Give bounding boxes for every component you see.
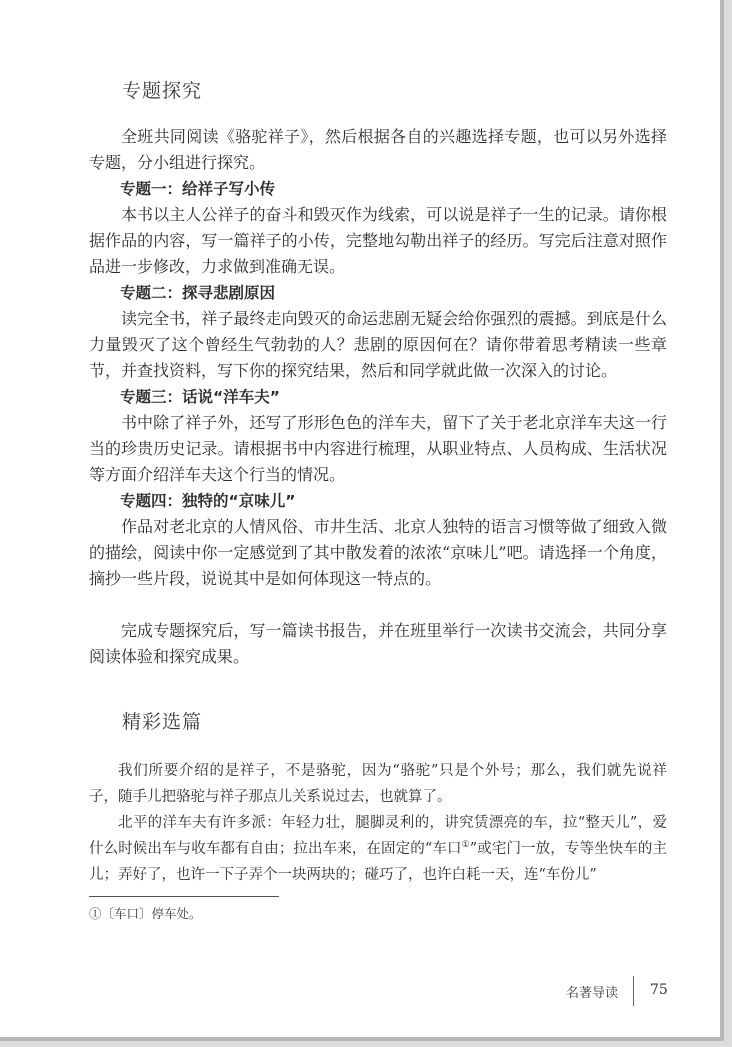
topic-text: 作品对老北京的人情风俗、市井生活、北京人独特的语言习惯等做了细致入微的描绘，阅读中你一定感觉到了其中散发着的浓浓“京味儿”吧。请选择一个角度，摘抄一些片段，说说其中是如何体现这一特点的。 — [89, 517, 667, 588]
topic-heading: 专题三：话说“洋车夫” — [120, 388, 280, 406]
excerpt-paragraph — [89, 810, 667, 888]
excerpt-text: 北平的洋车夫有许多派：年轻力壮，腿脚灵利的，讲究赁漂亮的车，拉“整天儿”，爱什么时候出车与收车都有自由；拉出车来，在固定的“车口 — [89, 815, 667, 857]
topic-text: 书中除了祥子外，还写了形形色色的洋车夫，留下了关于老北京洋车夫这一行当的珍贵历史记录。请根据书中内容进行梳理，从职业特点、人员构成、生活状况等方面介绍洋车夫这个行当的情况。 — [89, 413, 667, 484]
topics-body — [89, 124, 667, 670]
topic-heading: 专题一：给祥子写小传 — [120, 180, 276, 198]
topic-text: 本书以主人公祥子的奋斗和毁灭作为线索，可以说是祥子一生的记录。请你根据作品的内容，写一篇祥子的小传，完整地勾勒出祥子的经历。写完后注意对照作品进一步修改，力求做到准确无误。 — [89, 205, 667, 276]
excerpt-paragraph: 我们所要介绍的是祥子，不是骆驼，因为“骆驼”只是个外号；那么，我们就先说祥子，随手儿把骆驼与祥子那点儿关系说过去，也就算了。 — [89, 763, 667, 805]
section-title-excerpts: 精彩选篇 — [122, 711, 203, 733]
intro-paragraph: 全班共同阅读《骆驼祥子》，然后根据各自的兴趣选择专题，也可以另外选择专题，分小组进行探究。 — [89, 127, 667, 172]
footer-divider — [633, 976, 634, 1006]
footnote: ①〔车口〕停车处。 — [89, 906, 202, 921]
excerpt-text: ”或宅门一放，专等坐快车的主儿；弄好了，也许一下子弄个一块两块的；碰巧了，也许白耗一天，连“车份儿” — [89, 841, 667, 883]
footnote-divider — [89, 896, 279, 897]
topic-text: 读完全书，祥子最终走向毁灭的命运悲剧无疑会给你强烈的震撼。到底是什么力量毁灭了这个曾经生气勃勃的人？悲剧的原因何在？请你带着思考精读一些章节，并查找资料，写下你的探究结果，然后和同学就此做一次深入的讨论。 — [89, 309, 667, 380]
section-title-topics: 专题探究 — [122, 80, 203, 102]
closing-paragraph: 完成专题探究后，写一篇读书报告，并在班里举行一次读书交流会，共同分享阅读体验和探究成果。 — [89, 621, 667, 666]
page-number: 75 — [650, 982, 668, 998]
topic-heading: 专题四：独特的“京味儿” — [120, 492, 296, 510]
excerpt-body — [89, 758, 667, 888]
footer-book-label: 名著导读 — [566, 986, 619, 1001]
footnote-marker: ① — [461, 840, 470, 851]
topic-heading: 专题二：探寻悲剧原因 — [120, 284, 276, 302]
